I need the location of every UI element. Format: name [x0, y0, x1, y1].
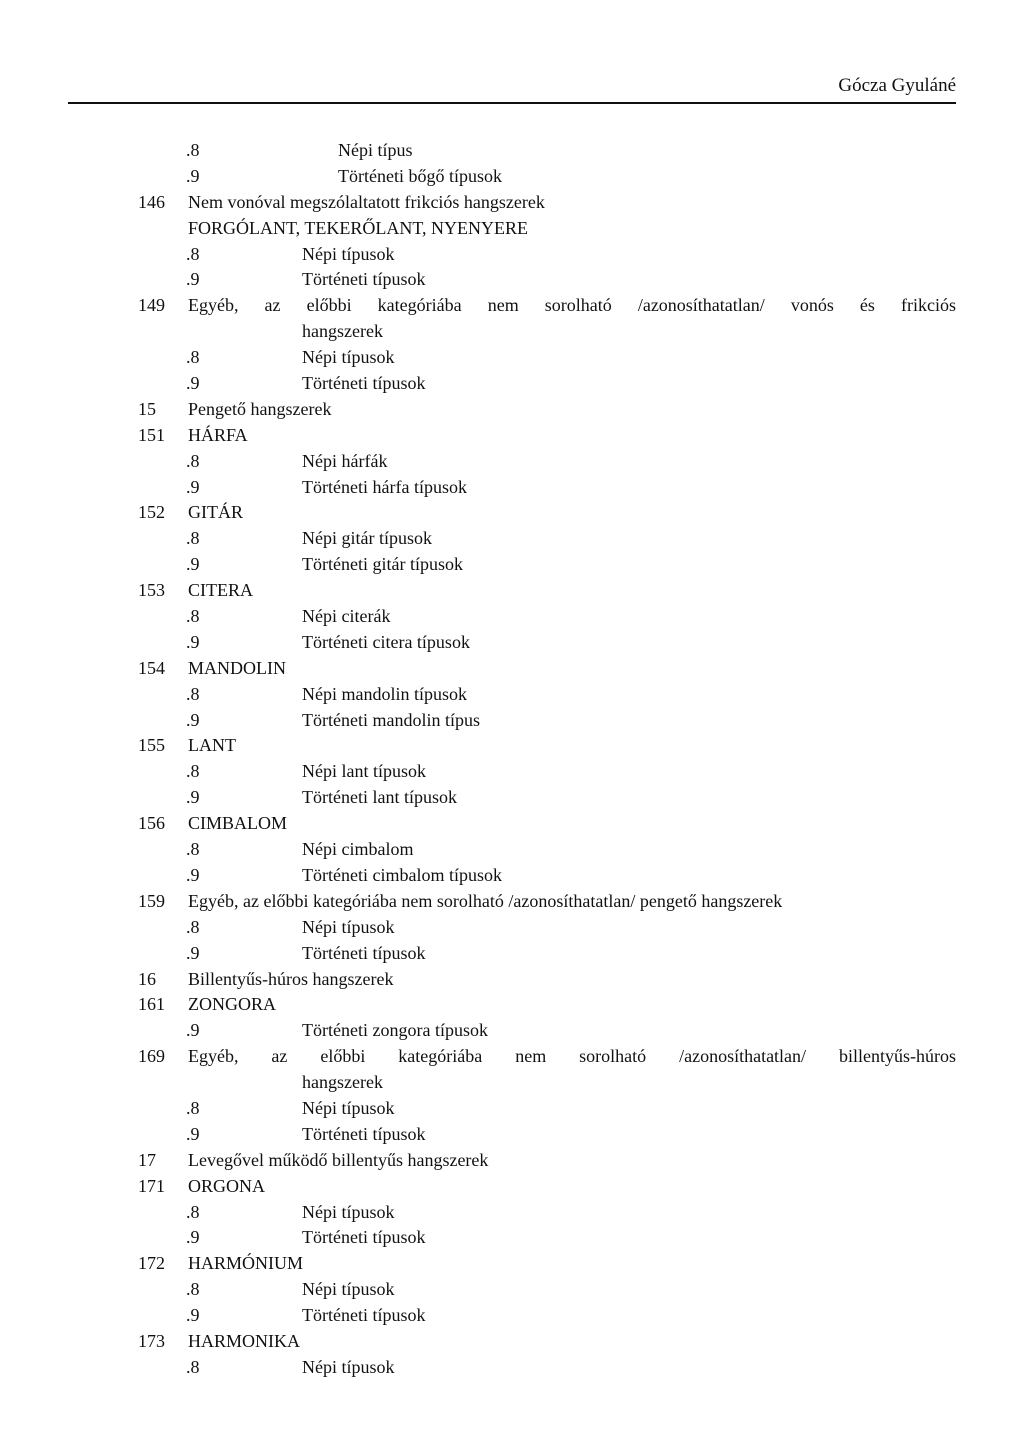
- entry-title: HÁRFA: [188, 424, 248, 445]
- sub-item-label: Történeti típusok: [302, 1227, 426, 1248]
- list-item: [0, 423, 1024, 449]
- entry-title: Egyéb, az előbbi kategóriába nem sorolható /azonosíthatatlan/ billentyűs-húros: [188, 1046, 956, 1067]
- sub-item: [0, 345, 1024, 371]
- entry-title: ORGONA: [188, 1175, 266, 1196]
- entry-title: FORGÓLANT, TEKERŐLANT, NYENYERE: [188, 217, 528, 238]
- sub-item: [0, 630, 1024, 656]
- sub-item-label: Történeti citera típusok: [302, 631, 470, 652]
- sub-item-code: .9: [186, 787, 200, 808]
- sub-item-label: Népi típusok: [302, 1201, 395, 1222]
- list-item: [0, 397, 1024, 423]
- entry-title: CIMBALOM: [188, 813, 288, 834]
- sub-item-code: .9: [186, 373, 200, 394]
- sub-item-code: .9: [186, 476, 200, 497]
- sub-item-code: .8: [186, 916, 200, 937]
- sub-item: [0, 475, 1024, 501]
- sub-item: [0, 941, 1024, 967]
- sub-item-label: Népi gitár típusok: [302, 528, 432, 549]
- entry-number: 146: [138, 191, 165, 212]
- sub-item: [0, 1277, 1024, 1303]
- sub-item-label: Történeti típusok: [302, 1123, 426, 1144]
- sub-item-code: .9: [186, 1020, 200, 1041]
- sub-item: [0, 682, 1024, 708]
- page-header-author: Gócza Gyuláné: [838, 75, 956, 96]
- entry-number: 16: [138, 968, 156, 989]
- entry-title: HARMONIKA: [188, 1330, 300, 1351]
- sub-item-code: .9: [186, 554, 200, 575]
- sub-item: [0, 242, 1024, 268]
- sub-item: [0, 837, 1024, 863]
- entry-number: 159: [138, 890, 165, 911]
- sub-item-label: Népi hárfák: [302, 450, 388, 471]
- sub-item: [0, 1018, 1024, 1044]
- list-item: [0, 889, 1024, 915]
- entry-number: 161: [138, 994, 165, 1015]
- list-item: [0, 733, 1024, 759]
- entry-number: 155: [138, 735, 165, 756]
- entry-title: LANT: [188, 735, 236, 756]
- entry-title: Pengető hangszerek: [188, 398, 332, 419]
- sub-item: [0, 138, 1024, 164]
- sub-item: [0, 552, 1024, 578]
- sub-item-label: Népi típusok: [302, 1097, 395, 1118]
- list-item-continuation: [0, 319, 1024, 345]
- list-item: [0, 500, 1024, 526]
- entry-title: GITÁR: [188, 502, 243, 523]
- sub-item: [0, 1355, 1024, 1381]
- sub-item-label: Történeti típusok: [302, 269, 426, 290]
- sub-item-label: Történeti cimbalom típusok: [302, 864, 502, 885]
- list-item: [0, 293, 1024, 319]
- entry-number: 172: [138, 1253, 165, 1274]
- entry-number: 171: [138, 1175, 165, 1196]
- list-item: [0, 992, 1024, 1018]
- sub-item-label: Népi típus: [338, 140, 413, 160]
- entry-title: CITERA: [188, 580, 253, 601]
- sub-item-label: Népi mandolin típusok: [302, 683, 467, 704]
- entry-title: Nem vonóval megszólaltatott frikciós hangszerek: [188, 191, 545, 212]
- list-item: [0, 1148, 1024, 1174]
- sub-item: [0, 1200, 1024, 1226]
- sub-item: [0, 785, 1024, 811]
- sub-item-label: Népi típusok: [302, 347, 395, 368]
- list-item: [0, 578, 1024, 604]
- list-item: [0, 1329, 1024, 1355]
- list-item: [0, 811, 1024, 837]
- sub-item: [0, 604, 1024, 630]
- list-item: [0, 1251, 1024, 1277]
- entry-title: ZONGORA: [188, 994, 276, 1015]
- sub-item: [0, 526, 1024, 552]
- sub-item-label: Népi citerák: [302, 606, 391, 627]
- sub-item-code: .9: [186, 269, 200, 290]
- entry-number: 173: [138, 1330, 165, 1351]
- classification-list: [0, 138, 1024, 1381]
- entry-title: Egyéb, az előbbi kategóriába nem sorolható /azonosíthatatlan/ pengető hangszerek: [188, 890, 783, 911]
- sub-item-label: Történeti zongora típusok: [302, 1020, 488, 1041]
- sub-item: [0, 863, 1024, 889]
- sub-item: [0, 708, 1024, 734]
- sub-item-code: .8: [186, 450, 200, 471]
- sub-item: [0, 1303, 1024, 1329]
- sub-item: [0, 759, 1024, 785]
- list-item: [0, 656, 1024, 682]
- sub-item: [0, 1122, 1024, 1148]
- entry-number: 169: [138, 1046, 165, 1067]
- entry-title: Egyéb, az előbbi kategóriába nem sorolható /azonosíthatatlan/ vonós és frikciós: [188, 295, 956, 316]
- sub-item-code: .9: [186, 165, 200, 186]
- sub-item-code: .9: [186, 942, 200, 963]
- sub-item-code: .8: [186, 606, 200, 627]
- sub-item-code: .8: [186, 1201, 200, 1222]
- entry-number: 156: [138, 813, 165, 834]
- sub-item-label: Történeti típusok: [302, 942, 426, 963]
- sub-item-code: .8: [186, 683, 200, 704]
- entry-title: HARMÓNIUM: [188, 1253, 304, 1274]
- entry-number: 152: [138, 502, 165, 523]
- sub-item-label: Történeti hárfa típusok: [302, 476, 467, 497]
- entry-title-continuation: hangszerek: [302, 321, 383, 342]
- sub-item-label: Történeti gitár típusok: [302, 554, 463, 575]
- header-rule: [68, 102, 956, 104]
- sub-item-code: .8: [186, 243, 200, 264]
- sub-item-label: Történeti típusok: [302, 1305, 426, 1326]
- entry-title-continuation: hangszerek: [302, 1072, 383, 1093]
- sub-item: [0, 371, 1024, 397]
- sub-item-code: .9: [186, 1305, 200, 1326]
- sub-item-code: .8: [186, 1097, 200, 1118]
- sub-item: [0, 449, 1024, 475]
- sub-item-code: .8: [186, 528, 200, 549]
- sub-item-label: Történeti bőgő típusok: [338, 165, 502, 186]
- entry-number: 154: [138, 657, 165, 678]
- entry-number: 15: [138, 398, 156, 419]
- list-item: [0, 967, 1024, 993]
- entry-title: MANDOLIN: [188, 657, 286, 678]
- sub-item-label: [302, 708, 512, 734]
- list-item: [0, 1044, 1024, 1070]
- sub-item-code: .8: [186, 839, 200, 860]
- sub-item-code: .8: [186, 761, 200, 782]
- sub-item-label: Népi típusok: [302, 1356, 395, 1377]
- sub-item: [0, 267, 1024, 293]
- sub-item-label: Történeti lant típusok: [302, 787, 457, 808]
- sub-item-code: .9: [186, 1123, 200, 1144]
- list-item: [0, 216, 1024, 242]
- entry-title: Levegővel működő billentyűs hangszerek: [188, 1149, 489, 1170]
- list-item: [0, 1174, 1024, 1200]
- list-item: [0, 190, 1024, 216]
- sub-item-code: .8: [186, 1356, 200, 1377]
- sub-item-label: Népi lant típusok: [302, 761, 426, 782]
- sub-item-code: .9: [186, 1227, 200, 1248]
- sub-item: [0, 164, 1024, 190]
- sub-item-code: .8: [186, 1279, 200, 1300]
- sub-item-code: .9: [186, 864, 200, 885]
- sub-item-label: Történeti típusok: [302, 373, 426, 394]
- sub-item: [0, 1225, 1024, 1251]
- entry-number: 17: [138, 1149, 156, 1170]
- sub-item-label: Népi típusok: [302, 916, 395, 937]
- sub-item-code: .9: [186, 631, 200, 652]
- sub-item: [0, 1096, 1024, 1122]
- sub-item-code: .9: [186, 709, 200, 730]
- entry-title: Billentyűs-húros hangszerek: [188, 968, 394, 989]
- sub-item-label-text: Történeti mandolin típus: [302, 709, 480, 730]
- sub-item: [0, 915, 1024, 941]
- sub-item-code: .8: [186, 347, 200, 368]
- sub-item-label: Népi cimbalom: [302, 839, 414, 860]
- sub-item-label: Népi típusok: [302, 1279, 395, 1300]
- sub-item-label: Népi típusok: [302, 243, 395, 264]
- sub-item-code: .8: [186, 140, 200, 160]
- list-item-continuation: [0, 1070, 1024, 1096]
- entry-number: 149: [138, 295, 165, 316]
- entry-number: 153: [138, 580, 165, 601]
- entry-number: 151: [138, 424, 165, 445]
